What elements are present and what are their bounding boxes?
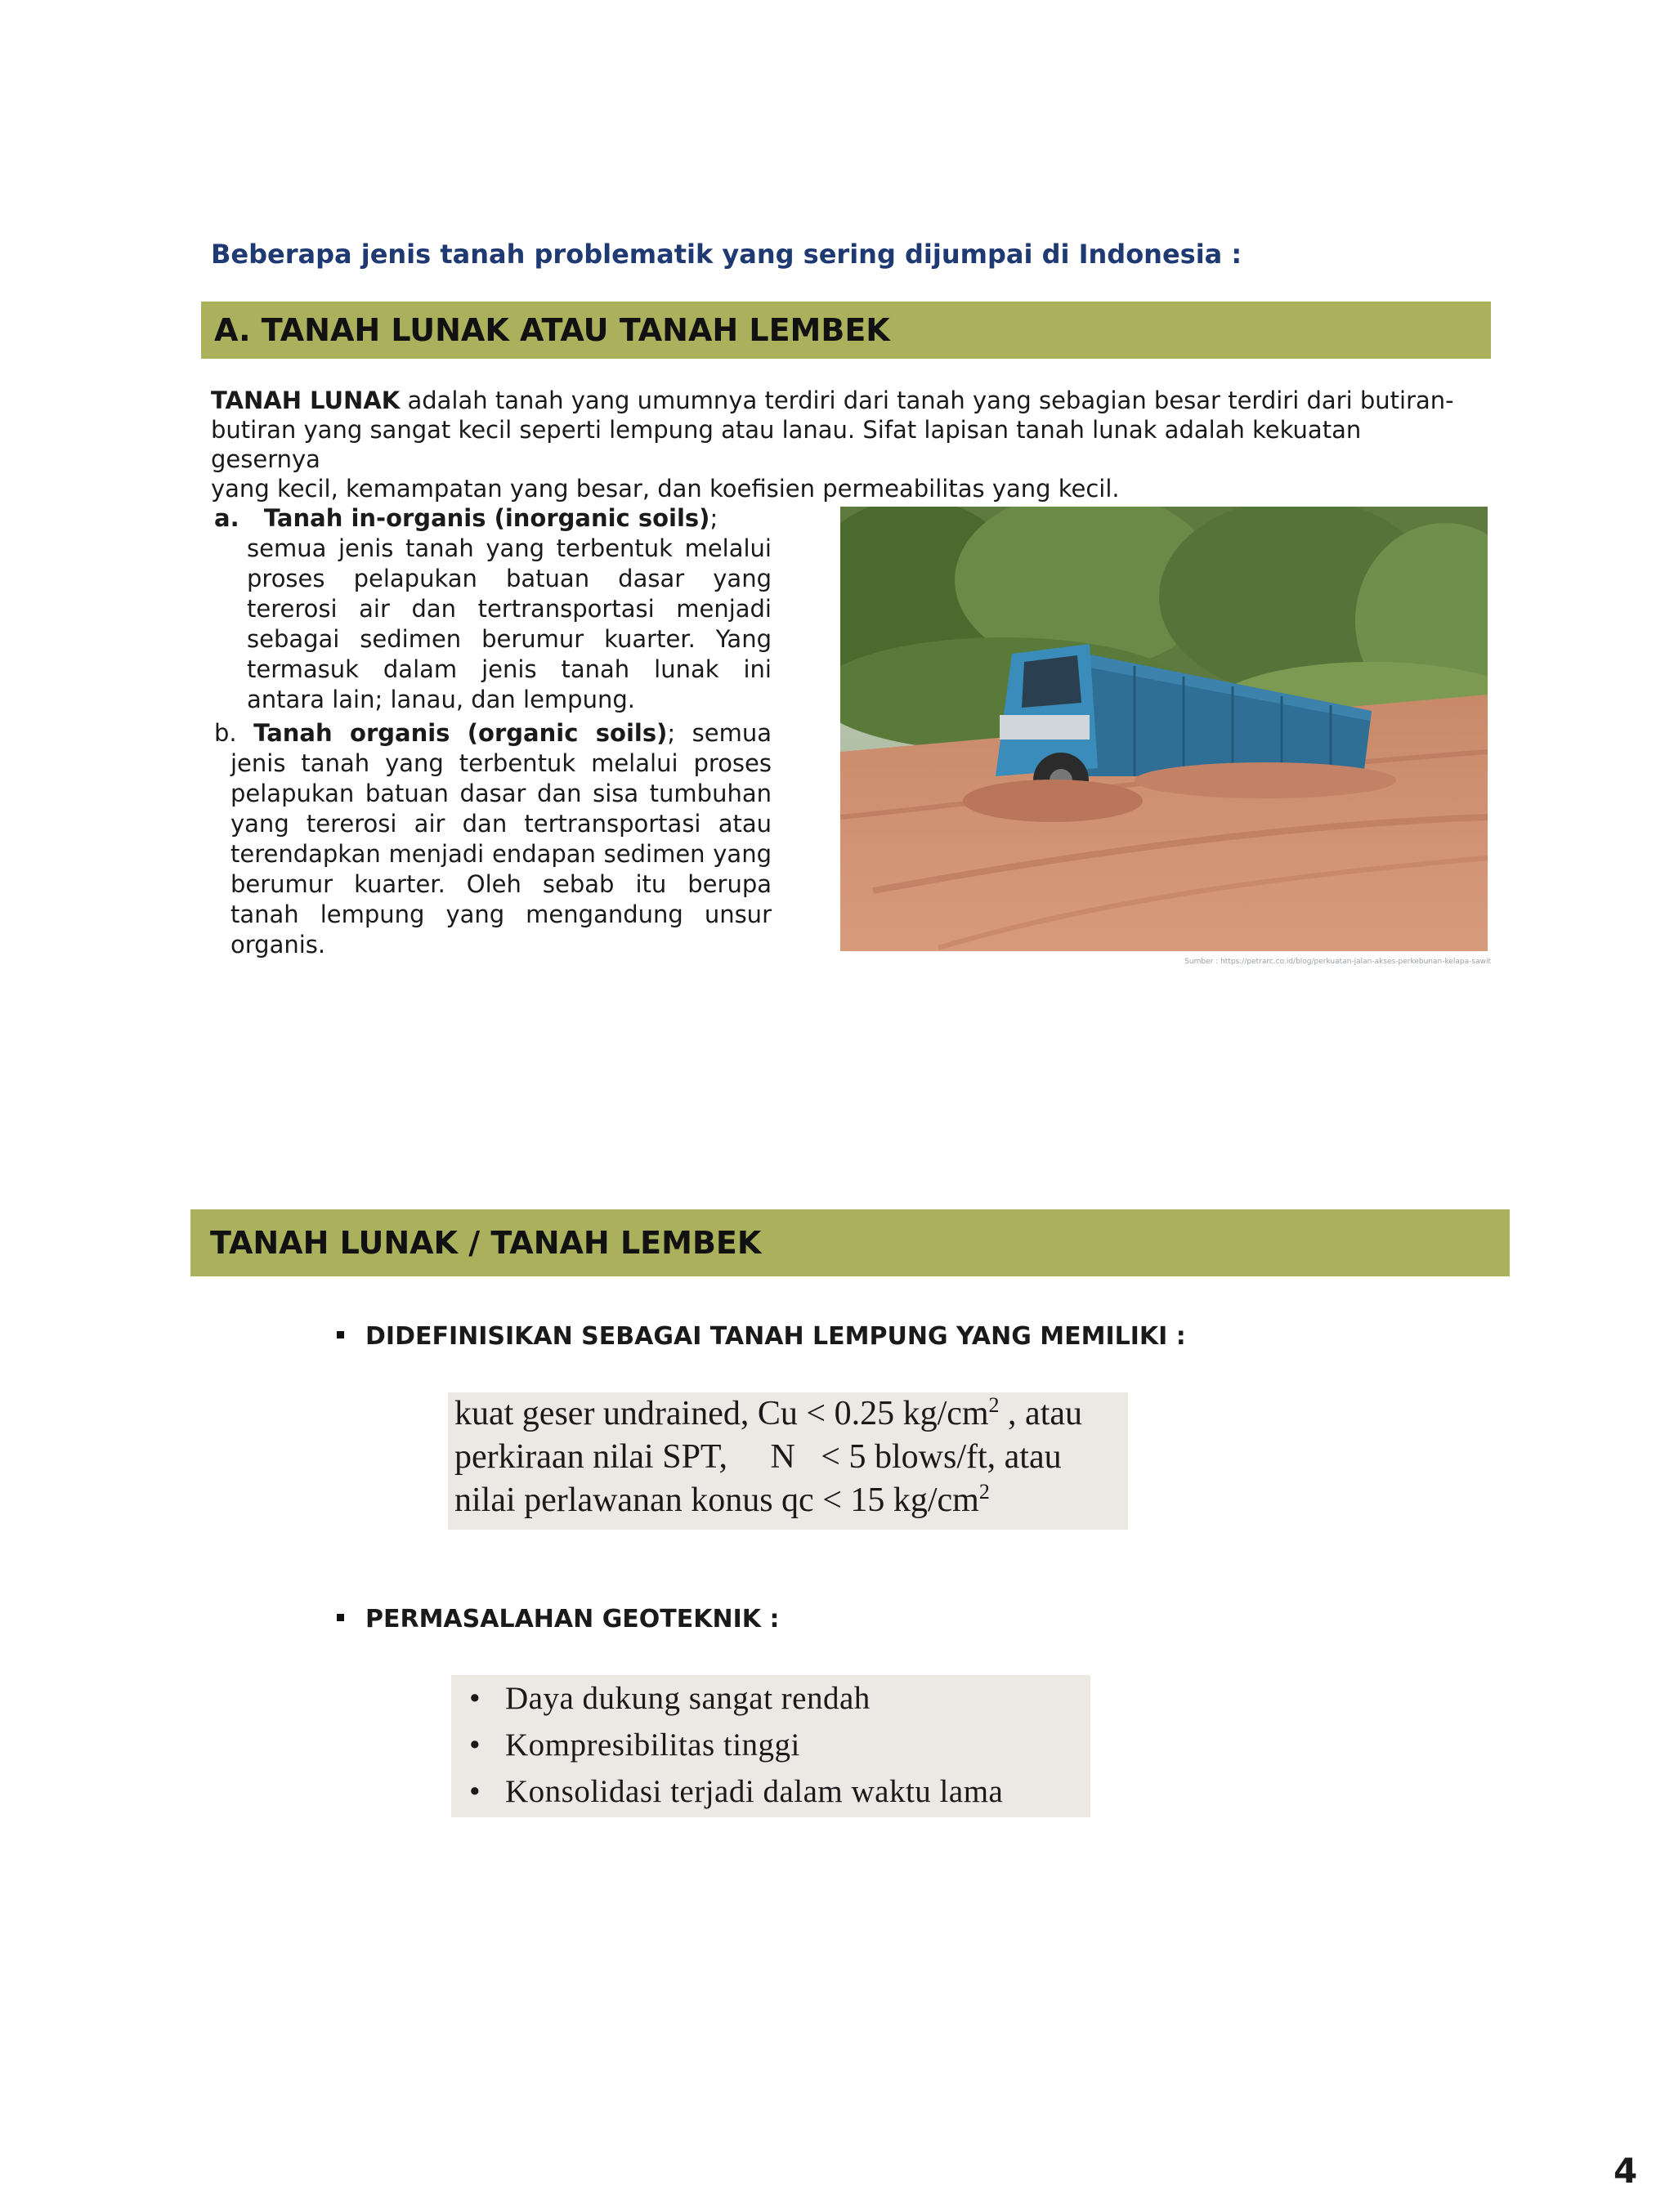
definition-term: TANAH LUNAK (211, 387, 401, 414)
criteria-line (454, 1392, 1128, 1436)
criteria-box (448, 1392, 1128, 1530)
problem-text: Daya dukung sangat rendah (505, 1681, 871, 1716)
criteria-text: perkiraan nilai SPT, N < 5 blows/ft, atau (454, 1438, 1062, 1476)
bullet-dot-icon: • (469, 1774, 481, 1809)
list-item-punct: ; (709, 504, 718, 532)
list-item-title: Tanah organis (organic soils) (253, 719, 668, 747)
criteria-sup: 2 (988, 1393, 1000, 1417)
bullet-dot-icon: • (469, 1681, 481, 1716)
criteria-text: nilai perlawanan konus qc < 15 kg/cm (454, 1481, 979, 1519)
list-item (214, 718, 772, 960)
list-item (214, 503, 772, 715)
list-item-title: Tanah in-organis (inorganic soils) (263, 504, 710, 532)
problem-text: Kompresibilitas tinggi (505, 1727, 800, 1763)
list-item-text: semua jenis tanah yang terbentuk melalui proses pelapukan batuan dasar dan sisa tumbuhan yang tererosi air dan tertransportasi atau terendapkan menjadi endapan sedimen yang berumur kuarter. Oleh sebab itu berupa tanah lempung yang mengandung unsur organis. (231, 719, 772, 959)
definition-paragraph (211, 386, 1461, 503)
intro-heading: Beberapa jenis tanah problematik yang sering dijumpai di Indonesia : (211, 239, 1242, 270)
problem-item (469, 1675, 1090, 1722)
problem-text: Konsolidasi terjadi dalam waktu lama (505, 1774, 1004, 1809)
list-marker: b. (214, 719, 237, 747)
criteria-sup: 2 (978, 1480, 990, 1504)
square-bullet-icon (337, 1614, 344, 1621)
stuck-truck-photo (840, 507, 1488, 951)
criteria-text: kuat geser undrained, Cu < 0.25 kg/cm (454, 1395, 989, 1432)
problem-item (469, 1722, 1090, 1768)
definition-line-2: butiran yang sangat kecil seperti lempung atau lanau. Sifat lapisan tanah lunak adalah kekuatan gesernya (211, 416, 1362, 473)
problems-bullet-text: PERMASALAHAN GEOTEKNIK : (365, 1605, 780, 1633)
page-number: 4 (1614, 2151, 1638, 2191)
definition-bullet-heading (337, 1322, 1186, 1351)
soil-types-list (214, 503, 772, 963)
definition-bullet-text: DIDEFINISIKAN SEBAGAI TANAH LEMPUNG YANG MEMILIKI : (365, 1322, 1186, 1351)
bullet-dot-icon: • (469, 1727, 481, 1763)
square-bullet-icon (337, 1331, 344, 1338)
list-marker: a. (214, 504, 239, 532)
problems-box (451, 1675, 1090, 1817)
list-item-head (214, 503, 772, 534)
criteria-line (454, 1436, 1128, 1479)
criteria-line (454, 1479, 1128, 1522)
criteria-tail: , atau (999, 1395, 1082, 1432)
definition-line-1 (211, 386, 1461, 415)
problems-bullet-heading (337, 1605, 779, 1633)
problem-item (469, 1768, 1090, 1815)
section-b-heading: TANAH LUNAK / TANAH LEMBEK (190, 1209, 1510, 1276)
section-a-heading: A. TANAH LUNAK ATAU TANAH LEMBEK (201, 302, 1491, 359)
list-item-body: semua jenis tanah yang terbentuk melalui proses pelapukan batuan dasar yang tererosi air dan tertransportasi menjadi sebagai sedimen berumur kuarter. Yang termasuk dalam jenis tanah lunak ini antara lain; lanau, dan lempung. (247, 534, 772, 713)
list-item-punct: ; (667, 719, 676, 747)
list-item-body-inline (214, 718, 772, 960)
definition-text-1: adalah tanah yang umumnya terdiri dari tanah yang sebagian besar terdiri dari butiran- (400, 387, 1454, 414)
photo-caption: Sumber : https://petrarc.co.id/blog/perkuatan-jalan-akses-perkebunan-kelapa-sawit (1184, 958, 1491, 966)
definition-line-3: yang kecil, kemampatan yang besar, dan koefisien permeabilitas yang kecil. (211, 475, 1120, 503)
